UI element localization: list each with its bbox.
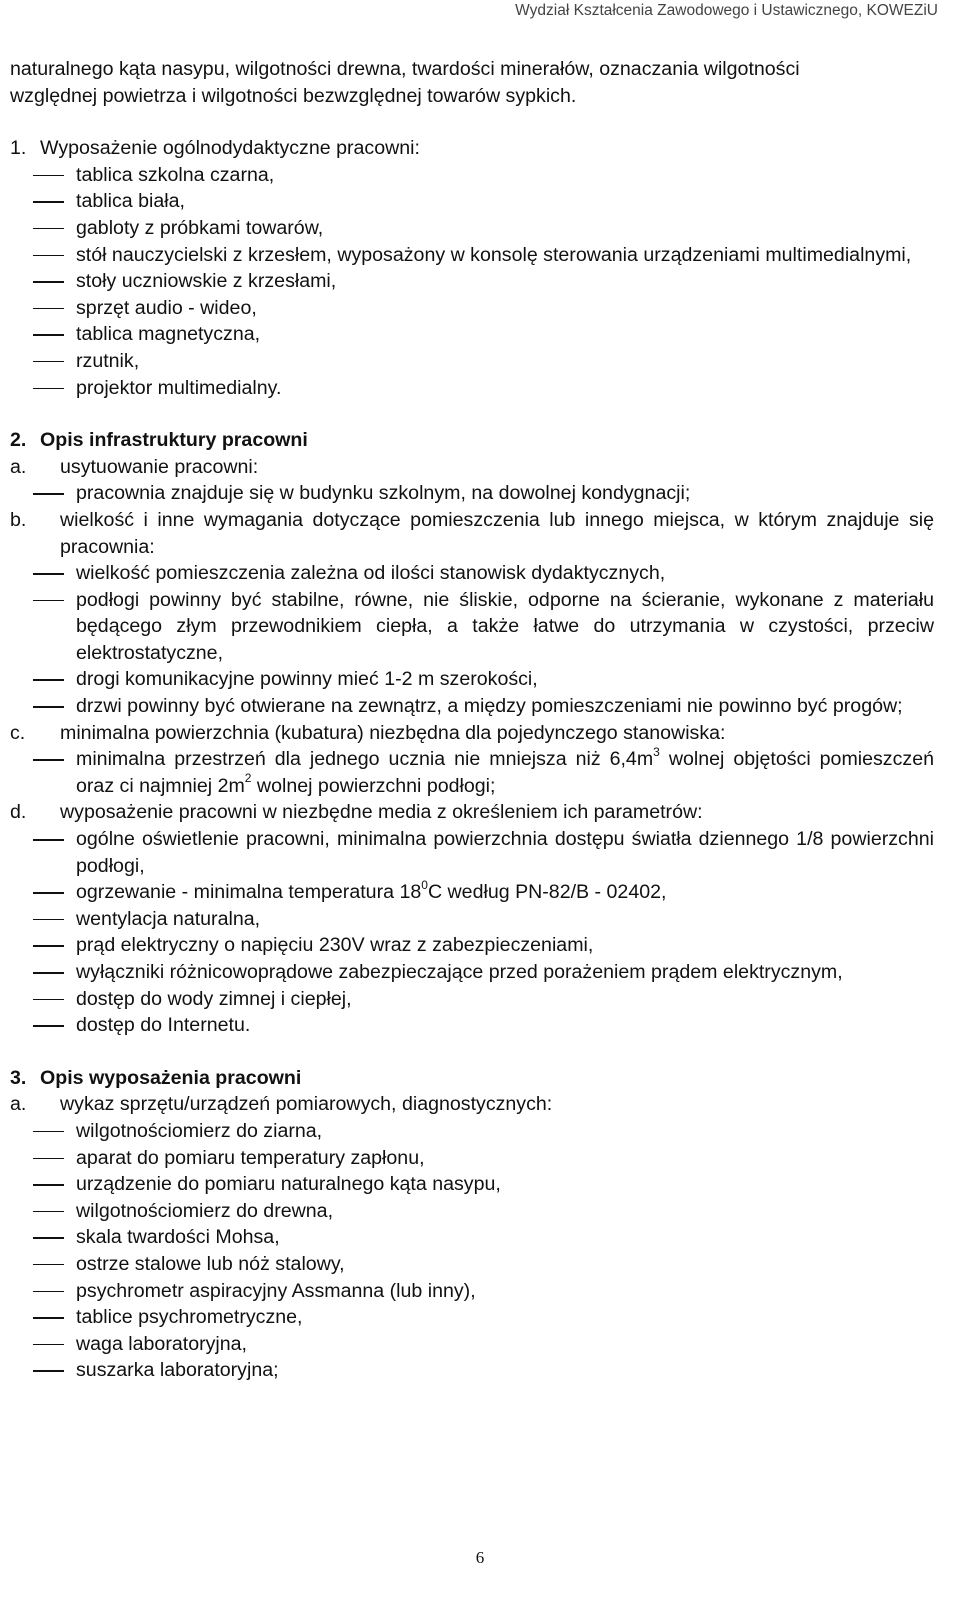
superscript: 0 — [421, 877, 428, 892]
section-3 — [10, 1065, 934, 1384]
section-number: 3. — [10, 1066, 27, 1089]
section-number: 2. — [10, 429, 27, 452]
subsection-list — [40, 1118, 934, 1384]
subsection-letter: a. — [10, 1093, 27, 1116]
item-text: ogrzewanie - minimalna temperatura 18 — [76, 881, 422, 904]
list-item: wilgotnościomierz do drewna, — [10, 1198, 934, 1225]
section-title: Opis wyposażenia pracowni — [40, 1066, 302, 1089]
list-item: tablica magnetyczna, — [10, 321, 934, 348]
subsection-list — [40, 480, 934, 507]
section-title: Wyposażenie ogólnodydaktyczne pracowni: — [40, 137, 420, 160]
subsection-c — [10, 720, 934, 800]
list-item: dostęp do Internetu. — [10, 1012, 934, 1039]
item-text: wolnej objętości pomieszczeń oraz ci najmniej 2m — [76, 748, 934, 797]
subsection-letter: c. — [10, 721, 26, 744]
intro-line: względnej powietrza i wilgotności bezwzględnej towarów sypkich. — [10, 84, 577, 107]
section-title: Opis infrastruktury pracowni — [40, 429, 308, 452]
section-number: 1. — [10, 137, 27, 160]
list-item: urządzenie do pomiaru naturalnego kąta nasypu, — [10, 1171, 934, 1198]
item-text: C według PN-82/B - 02402, — [427, 881, 667, 904]
section-1 — [10, 135, 934, 401]
section-3-heading — [10, 1065, 934, 1092]
list-item: tablica szkolna czarna, — [10, 162, 934, 189]
subsection-text: minimalna powierzchnia (kubatura) niezbędna dla pojedynczego stanowiska: — [60, 721, 726, 744]
subsection-letter: d. — [10, 801, 27, 824]
list-item: ogólne oświetlenie pracowni, minimalna powierzchnia dostępu światła dziennego 1/8 powierzchni podłogi, — [10, 826, 934, 879]
intro-line: naturalnego kąta nasypu, wilgotności drewna, twardości minerałów, oznaczania wilgotności — [10, 58, 800, 80]
section-2 — [10, 427, 934, 1039]
list-item: dostęp do wody zimnej i ciepłej, — [10, 986, 934, 1013]
list-item: tablica biała, — [10, 188, 934, 215]
page-header: Wydział Kształcenia Zawodowego i Ustawicznego, KOWEZiU — [515, 2, 938, 19]
subsection-letter: a. — [10, 455, 27, 478]
intro-paragraph — [10, 56, 934, 109]
subsection-list — [40, 560, 934, 720]
section-2-heading — [10, 427, 934, 454]
list-item: pracownia znajduje się w budynku szkolnym, na dowolnej kondygnacji; — [10, 480, 934, 507]
list-item: projektor multimedialny. — [10, 375, 934, 402]
subsection-list — [40, 826, 934, 1039]
list-item: drzwi powinny być otwierane na zewnątrz, a między pomieszczeniami nie powinno być progów; — [10, 693, 934, 720]
subsection-text: usytuowanie pracowni: — [60, 455, 259, 478]
document-body — [10, 56, 934, 1384]
list-item — [10, 746, 934, 799]
subsection-text: wielkość i inne wymagania dotyczące pomieszczenia lub innego miejsca, w którym znajduje się pracownia: — [60, 508, 934, 558]
list-item: wielkość pomieszczenia zależna od ilości stanowisk dydaktycznych, — [10, 560, 934, 587]
subsection-list — [40, 746, 934, 799]
list-item: wentylacja naturalna, — [10, 906, 934, 933]
superscript: 2 — [244, 771, 252, 786]
list-item: suszarka laboratoryjna; — [10, 1357, 934, 1384]
subsection-d — [10, 799, 934, 1038]
page-number: 6 — [475, 1548, 485, 1567]
list-item — [10, 879, 934, 906]
superscript: 3 — [653, 744, 660, 759]
subsection-a — [10, 454, 934, 507]
list-item: aparat do pomiaru temperatury zapłonu, — [10, 1145, 934, 1172]
list-item: wyłączniki różnicowoprądowe zabezpieczające przed porażeniem prądem elektrycznym, — [10, 959, 934, 986]
item-text: minimalna przestrzeń dla jednego ucznia nie mniejsza niż 6,4m — [76, 748, 654, 771]
list-item: waga laboratoryjna, — [10, 1331, 934, 1358]
subsection-a — [10, 1091, 934, 1384]
list-item: psychrometr aspiracyjny Assmanna (lub inny), — [10, 1278, 934, 1305]
list-item: tablice psychrometryczne, — [10, 1304, 934, 1331]
equipment-list — [10, 162, 934, 401]
list-item: stoły uczniowskie z krzesłami, — [10, 268, 934, 295]
subsection-text: wykaz sprzętu/urządzeń pomiarowych, diagnostycznych: — [60, 1093, 553, 1116]
list-item: prąd elektryczny o napięciu 230V wraz z zabezpieczeniami, — [10, 932, 934, 959]
list-item: skala twardości Mohsa, — [10, 1224, 934, 1251]
subsection-letter: b. — [10, 508, 27, 531]
list-item: drogi komunikacyjne powinny mieć 1-2 m szerokości, — [10, 666, 934, 693]
list-item: wilgotnościomierz do ziarna, — [10, 1118, 934, 1145]
list-item: ostrze stalowe lub nóż stalowy, — [10, 1251, 934, 1278]
list-item: sprzęt audio - wideo, — [10, 295, 934, 322]
section-1-heading — [10, 135, 934, 162]
item-text: wolnej powierzchni podłogi; — [251, 774, 496, 797]
subsection-b — [10, 507, 934, 720]
list-item: stół nauczycielski z krzesłem, wyposażony w konsolę sterowania urządzeniami multimedialnymi, — [10, 242, 934, 269]
list-item: gabloty z próbkami towarów, — [10, 215, 934, 242]
list-item: rzutnik, — [10, 348, 934, 375]
list-item: podłogi powinny być stabilne, równe, nie śliskie, odporne na ścieranie, wykonane z materiału będącego złym przewodnikiem ciepła, a także łatwe do utrzymania w czystości, przeciw elektrostatyczne, — [10, 587, 934, 667]
subsection-text: wyposażenie pracowni w niezbędne media z określeniem ich parametrów: — [60, 801, 703, 824]
